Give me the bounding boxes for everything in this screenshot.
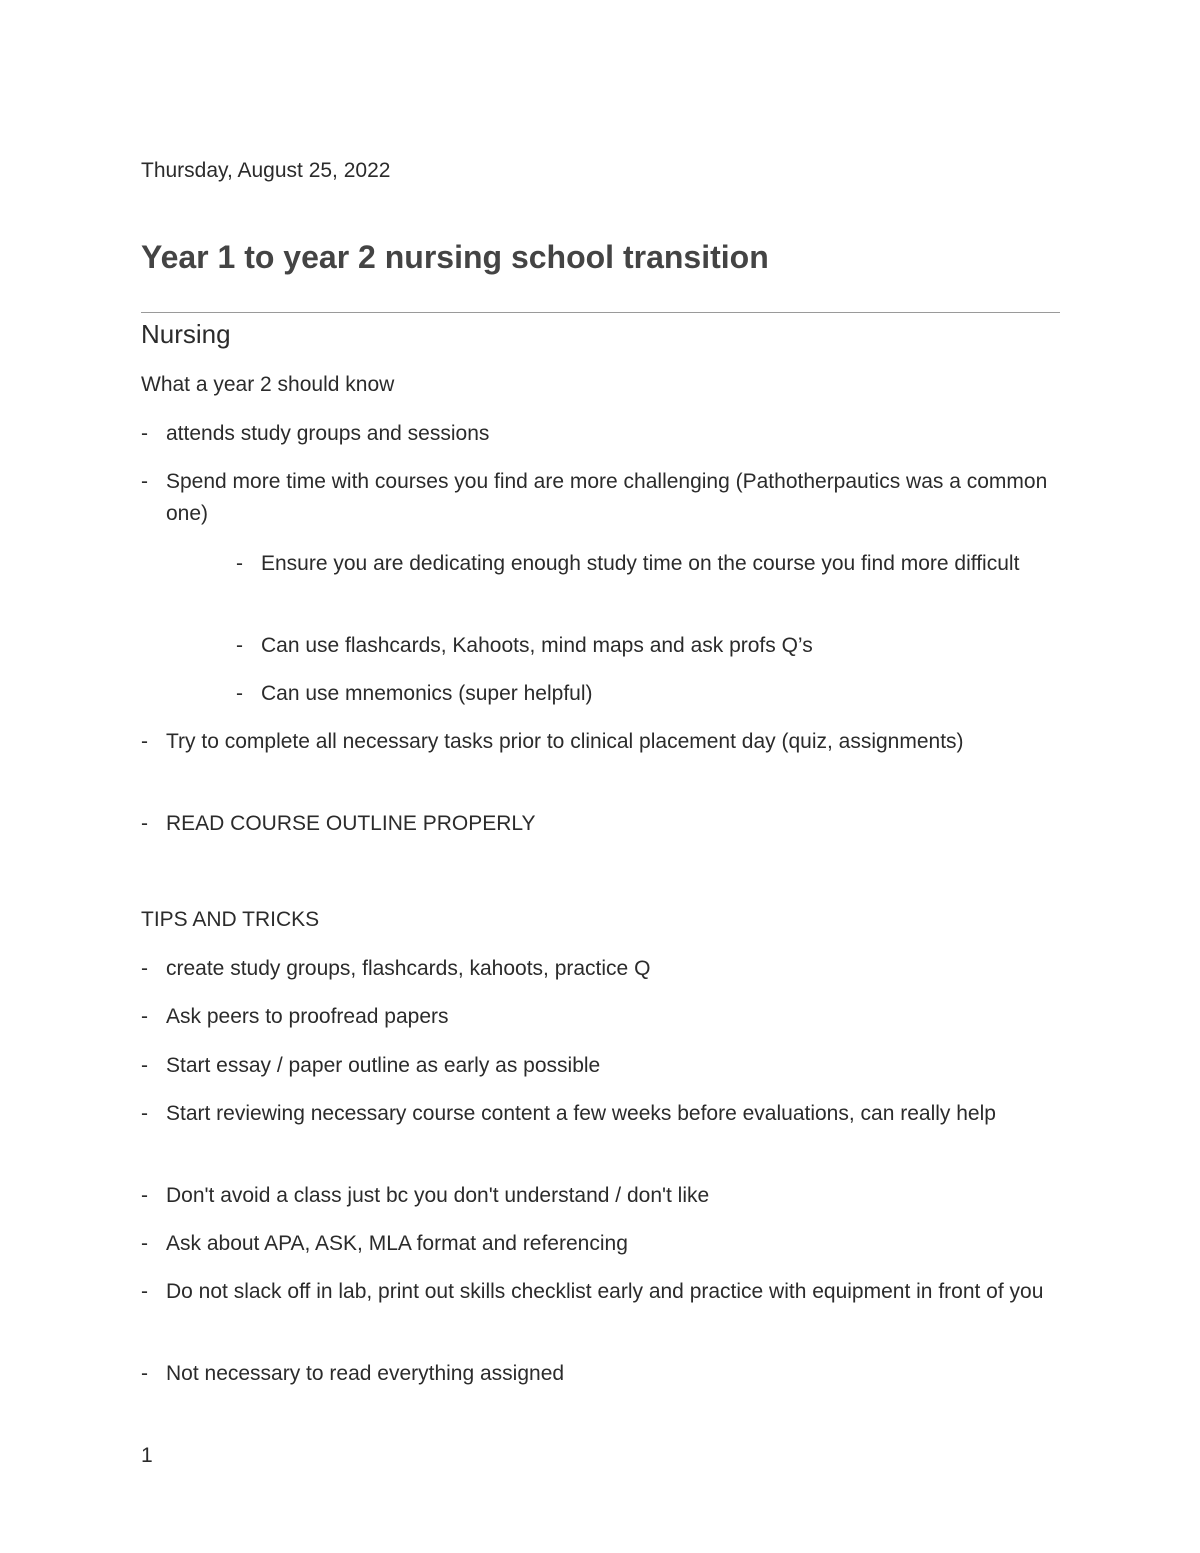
list-item-text: Start reviewing necessary course content a few weeks before evaluations, can really help bbox=[166, 1102, 996, 1125]
intro-text: What a year 2 should know bbox=[141, 373, 395, 396]
list-item-text: READ COURSE OUTLINE PROPERLY bbox=[166, 812, 536, 835]
list-item-text: Try to complete all necessary tasks prior to clinical placement day (quiz, assignments) bbox=[166, 730, 964, 753]
bullet-dash: - bbox=[141, 812, 148, 835]
bullet-dash: - bbox=[236, 682, 243, 705]
list-item-text: attends study groups and sessions bbox=[166, 422, 490, 445]
list-item-text: Ensure you are dedicating enough study time on the course you find more difficult bbox=[261, 552, 1020, 575]
list-item-text: Do not slack off in lab, print out skills checklist early and practice with equipment in front of you bbox=[166, 1280, 1044, 1303]
tips-heading: TIPS AND TRICKS bbox=[141, 908, 320, 931]
list-item bbox=[236, 630, 1061, 662]
bullet-dash: - bbox=[236, 634, 243, 657]
bullet-dash: - bbox=[141, 470, 148, 493]
list-item-text: Don't avoid a class just bc you don't understand / don't like bbox=[166, 1184, 710, 1207]
list-item-text: Can use mnemonics (super helpful) bbox=[261, 682, 593, 705]
list-item bbox=[141, 808, 1061, 840]
list-item bbox=[141, 953, 1061, 985]
list-item-text: create study groups, flashcards, kahoots, practice Q bbox=[166, 957, 651, 980]
list-item-text: Spend more time with courses you find are more challenging (Pathotherpautics was a common one) bbox=[166, 470, 1048, 525]
list-item-text: Can use flashcards, Kahoots, mind maps and ask profs Q’s bbox=[261, 634, 813, 657]
bullet-dash: - bbox=[141, 1005, 148, 1028]
list-item bbox=[141, 726, 1061, 758]
bullet-dash: - bbox=[141, 1184, 148, 1207]
list-item-text: Start essay / paper outline as early as possible bbox=[166, 1054, 601, 1077]
bullet-dash: - bbox=[141, 1102, 148, 1125]
list-item bbox=[141, 1001, 1061, 1033]
list-item bbox=[236, 548, 1061, 580]
document-title: Year 1 to year 2 nursing school transition bbox=[141, 239, 769, 275]
list-item bbox=[141, 1276, 1061, 1308]
list-item bbox=[141, 1358, 1061, 1390]
bullet-dash: - bbox=[141, 957, 148, 980]
list-item bbox=[141, 1050, 1061, 1082]
bullet-dash: - bbox=[141, 1280, 148, 1303]
title-divider bbox=[141, 312, 1060, 313]
page-number: 1 bbox=[141, 1444, 153, 1467]
bullet-dash: - bbox=[141, 1362, 148, 1385]
bullet-dash: - bbox=[236, 552, 243, 575]
list-item bbox=[141, 1098, 1061, 1130]
list-item-text: Ask peers to proofread papers bbox=[166, 1005, 449, 1028]
bullet-dash: - bbox=[141, 1054, 148, 1077]
document-date: Thursday, August 25, 2022 bbox=[141, 159, 391, 182]
bullet-dash: - bbox=[141, 730, 148, 753]
section-heading-nursing: Nursing bbox=[141, 319, 231, 349]
list-item bbox=[236, 678, 1061, 710]
bullet-dash: - bbox=[141, 1232, 148, 1255]
list-item bbox=[141, 418, 1061, 450]
list-item-text: Not necessary to read everything assigned bbox=[166, 1362, 565, 1385]
bullet-dash: - bbox=[141, 422, 148, 445]
list-item bbox=[141, 466, 1061, 530]
list-item bbox=[141, 1180, 1061, 1212]
list-item bbox=[141, 1228, 1061, 1260]
list-item-text: Ask about APA, ASK, MLA format and referencing bbox=[166, 1232, 628, 1255]
